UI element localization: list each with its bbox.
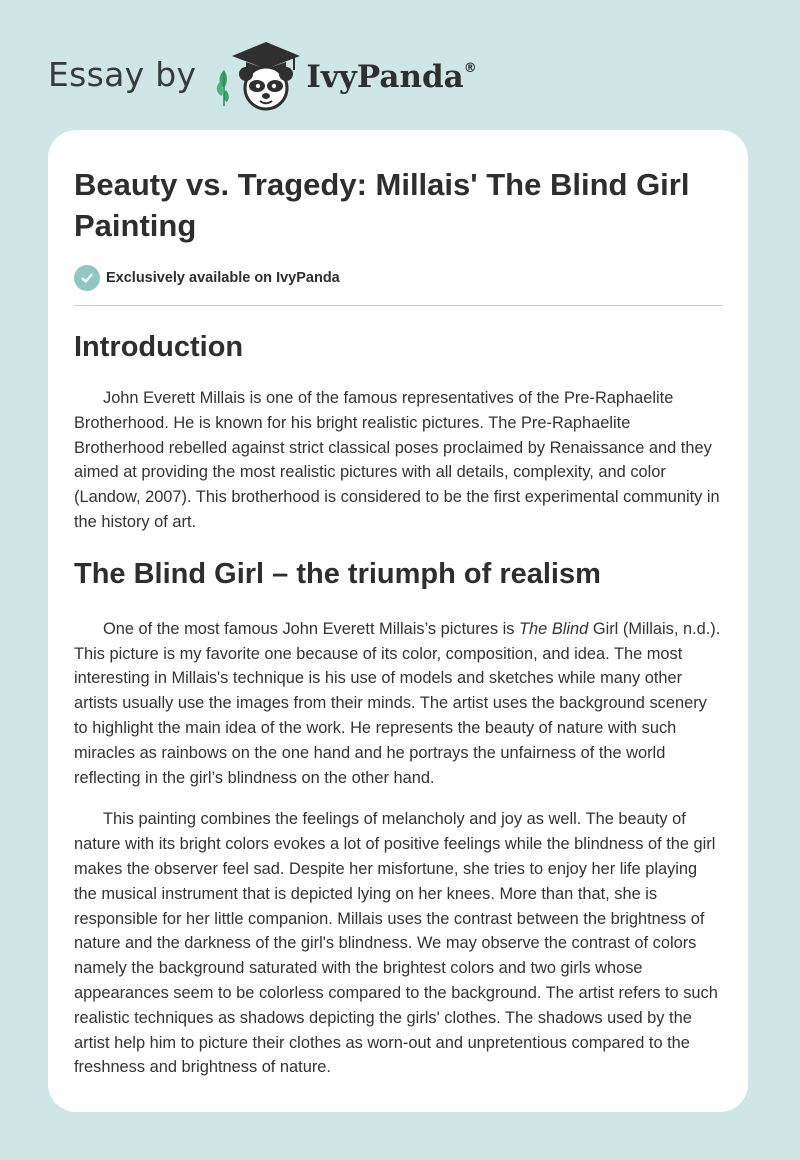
brand-name[interactable]: [306, 59, 476, 95]
paragraph-text-end: Girl (Millais, n.d.). This picture is my favorite one because of its color, composition, and idea. The most interesting in Millais's technique is his use of models and sketches while many other artists usually use the images from their minds. The artist uses the background scenery to highlight the main idea of the work. He represents the beauty of nature with such miracles as rainbows on the one hand and he portrays the unfairness of the world reflecting in the girl’s blindness on the other hand.: [74, 619, 721, 787]
essay-content: [74, 130, 724, 1080]
registered-mark: ®: [463, 61, 477, 76]
exclusive-badge: [74, 264, 724, 292]
section-heading-introduction: Introduction: [74, 331, 244, 363]
essay-card: [48, 130, 748, 1112]
essay-by-label: Essay by: [48, 54, 197, 94]
paragraph-introduction: John Everett Millais is one of the famous representatives of the Pre-Raphaelite Brotherhood. He is known for his bright realistic pictures. The Pre-Raphaelite Brotherhood rebelled against strict classical poses proclaimed by Renaissance and they aimed at providing the most realistic pictures with all details, complexity, and color (Landow, 2007). This brotherhood is considered to be the first experimental community in the history of art.: [74, 389, 720, 531]
paragraph-blind-girl-2: This painting combines the feelings of melancholy and joy as well. The beauty of nature with its bright colors evokes a lot of positive feelings while the blindness of the girl makes the observer feel sad. Despite her misfortune, she tries to enjoy her life playing the musical instrument that is depicted lying on her knees. More than that, she is responsible for her little companion. Millais uses the contrast between the brightness of nature and the darkness of the girl's blindness. We may observe the contrast of colors namely the background saturated with the brightest colors and two girls whose appearances seem to be colorless compared to the background. The artist refers to such realistic techniques as shadows depicting the girls' clothes. The shadows used by the artist help him to picture their clothes as worn-out and unpretentious compared to the freshness and brightness of nature.: [74, 810, 718, 1077]
painting-title-italic: The Blind: [519, 619, 589, 638]
divider: [74, 305, 723, 306]
panda-logo-icon[interactable]: [214, 36, 306, 112]
essay-title: Beauty vs. Tragedy: Millais' The Blind Girl Painting: [74, 167, 690, 243]
check-mark-svg: [80, 271, 94, 285]
panda-logo-svg: [214, 36, 306, 112]
check-circle-icon: [74, 265, 100, 291]
brand-text: IvyPanda: [306, 59, 464, 95]
paragraph-blind-girl-1: [74, 617, 724, 791]
site-header: [48, 34, 477, 114]
exclusive-badge-text: Exclusively available on IvyPanda: [106, 270, 340, 286]
section-heading-blind-girl: The Blind Girl – the triumph of realism: [74, 557, 601, 590]
paragraph-text-start: One of the most famous John Everett Millais’s pictures is: [103, 619, 520, 638]
ivy-leaf-icon: [217, 70, 229, 106]
